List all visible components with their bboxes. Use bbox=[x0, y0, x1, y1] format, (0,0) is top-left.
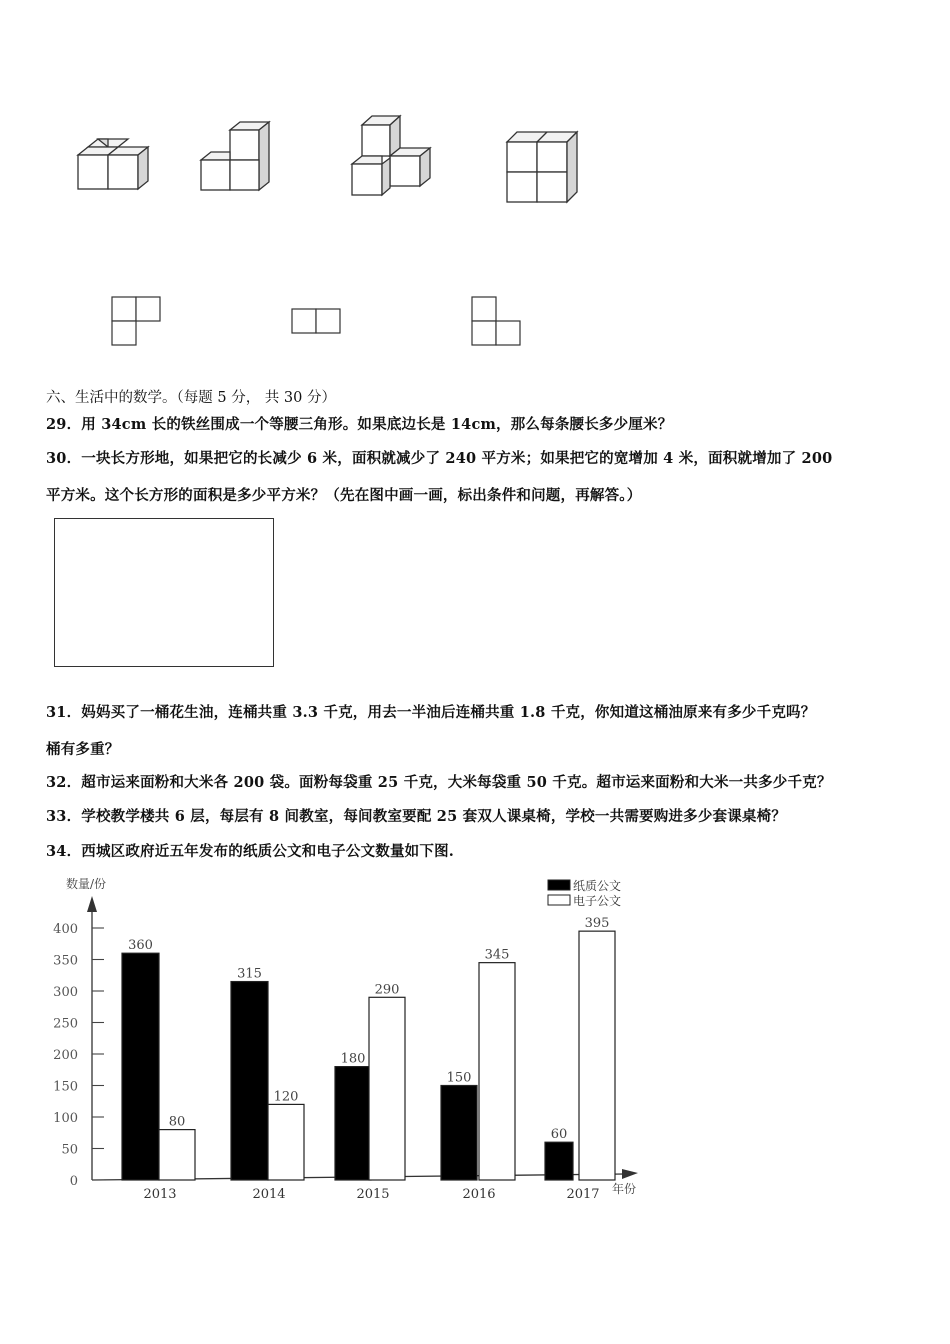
question-29: 29．用 34cm 长的铁丝围成一个等腰三角形。如果底边长是 14cm，那么每条腰长多少厘米？ bbox=[46, 416, 673, 433]
y-tick-label: 400 bbox=[53, 922, 78, 937]
bar-paper-2015 bbox=[335, 1067, 371, 1180]
x-tick-label: 2017 bbox=[566, 1187, 600, 1202]
bar-paper-2016 bbox=[441, 1086, 477, 1181]
cube-figure-4 bbox=[507, 132, 577, 202]
y-tick-label: 0 bbox=[69, 1174, 78, 1189]
legend-label: 电子公文 bbox=[573, 894, 622, 908]
question-33: 33．学校教学楼共 6 层，每层有 8 间教室，每间教室要配 25 套双人课桌椅，学校一共需要购进多少套课桌椅？ bbox=[46, 808, 787, 825]
cube-figures bbox=[70, 110, 590, 210]
bar-electronic-2014 bbox=[268, 1104, 304, 1180]
legend-label: 纸质公文 bbox=[573, 879, 622, 893]
bar-value-label: 60 bbox=[550, 1127, 568, 1143]
legend-swatch bbox=[548, 880, 570, 890]
legend-swatch bbox=[548, 895, 570, 905]
x-axis-label: 年份 bbox=[612, 1182, 637, 1196]
bar-electronic-2015 bbox=[369, 997, 405, 1180]
bar-electronic-2016 bbox=[479, 963, 515, 1180]
y-tick-label: 350 bbox=[53, 953, 78, 969]
y-tick-label: 300 bbox=[53, 985, 78, 1000]
x-axis-arrow bbox=[622, 1169, 638, 1179]
question-31-line-2: 桶有多重？ bbox=[46, 741, 120, 758]
drawing-box bbox=[54, 518, 274, 667]
view-figure-3 bbox=[472, 297, 520, 345]
x-tick-label: 2013 bbox=[143, 1187, 177, 1202]
question-30-line-2: 平方米。这个长方形的面积是多少平方米？（先在图中画一画，标出条件和问题，再解答。） bbox=[46, 487, 642, 504]
view-figures bbox=[100, 290, 540, 350]
x-tick-label: 2014 bbox=[252, 1187, 286, 1202]
view-figure-2 bbox=[292, 309, 340, 333]
y-tick-label: 200 bbox=[53, 1048, 78, 1063]
bar-value-label: 150 bbox=[446, 1070, 472, 1086]
bar-paper-2013 bbox=[122, 953, 159, 1180]
section-heading: 六、生活中的数学。（每题 5 分， 共 30 分） bbox=[46, 390, 336, 406]
cube-figure-1 bbox=[78, 139, 148, 189]
x-tick-label: 2015 bbox=[356, 1187, 390, 1202]
y-tick-label: 250 bbox=[53, 1016, 78, 1032]
y-axis-label: 数量/份 bbox=[66, 877, 107, 891]
bar-electronic-2013 bbox=[159, 1130, 195, 1180]
y-tick-label: 100 bbox=[53, 1111, 78, 1126]
x-tick-label: 2016 bbox=[462, 1187, 496, 1202]
bar-electronic-2017 bbox=[579, 931, 615, 1180]
y-tick-label: 50 bbox=[61, 1142, 78, 1158]
question-32: 32．超市运来面粉和大米各 200 袋。面粉每袋重 25 千克，大米每袋重 50 千克。超市运来面粉和大米一共多少千克？ bbox=[46, 774, 832, 791]
bar-value-label: 395 bbox=[584, 916, 610, 932]
bar-chart bbox=[0, 860, 700, 1220]
bar-paper-2014 bbox=[231, 982, 268, 1180]
bar-value-label: 315 bbox=[237, 966, 262, 982]
y-tick-label: 150 bbox=[53, 1079, 78, 1095]
cube-figure-2 bbox=[201, 122, 269, 190]
bar-value-label: 360 bbox=[128, 938, 153, 954]
bar-paper-2017 bbox=[545, 1142, 573, 1180]
bar-value-label: 290 bbox=[374, 982, 400, 998]
view-figure-1 bbox=[112, 297, 160, 345]
bar-value-label: 80 bbox=[168, 1114, 186, 1130]
cube-figure-3 bbox=[352, 116, 430, 195]
bar-value-label: 345 bbox=[484, 947, 510, 963]
y-axis-arrow bbox=[87, 896, 97, 912]
question-34: 34．西城区政府近五年发布的纸质公文和电子公文数量如下图. bbox=[46, 843, 455, 860]
question-30-line-1: 30．一块长方形地，如果把它的长减少 6 米，面积就减少了 240 平方米；如果把它的宽增加 4 米，面积就增加了 200 bbox=[46, 450, 833, 467]
question-31-line-1: 31．妈妈买了一桶花生油，连桶共重 3.3 千克，用去一半油后连桶共重 1.8 千克，你知道这桶油原来有多少千克吗？ bbox=[46, 704, 816, 721]
bar-value-label: 180 bbox=[340, 1051, 366, 1067]
bar-value-label: 120 bbox=[273, 1089, 299, 1105]
